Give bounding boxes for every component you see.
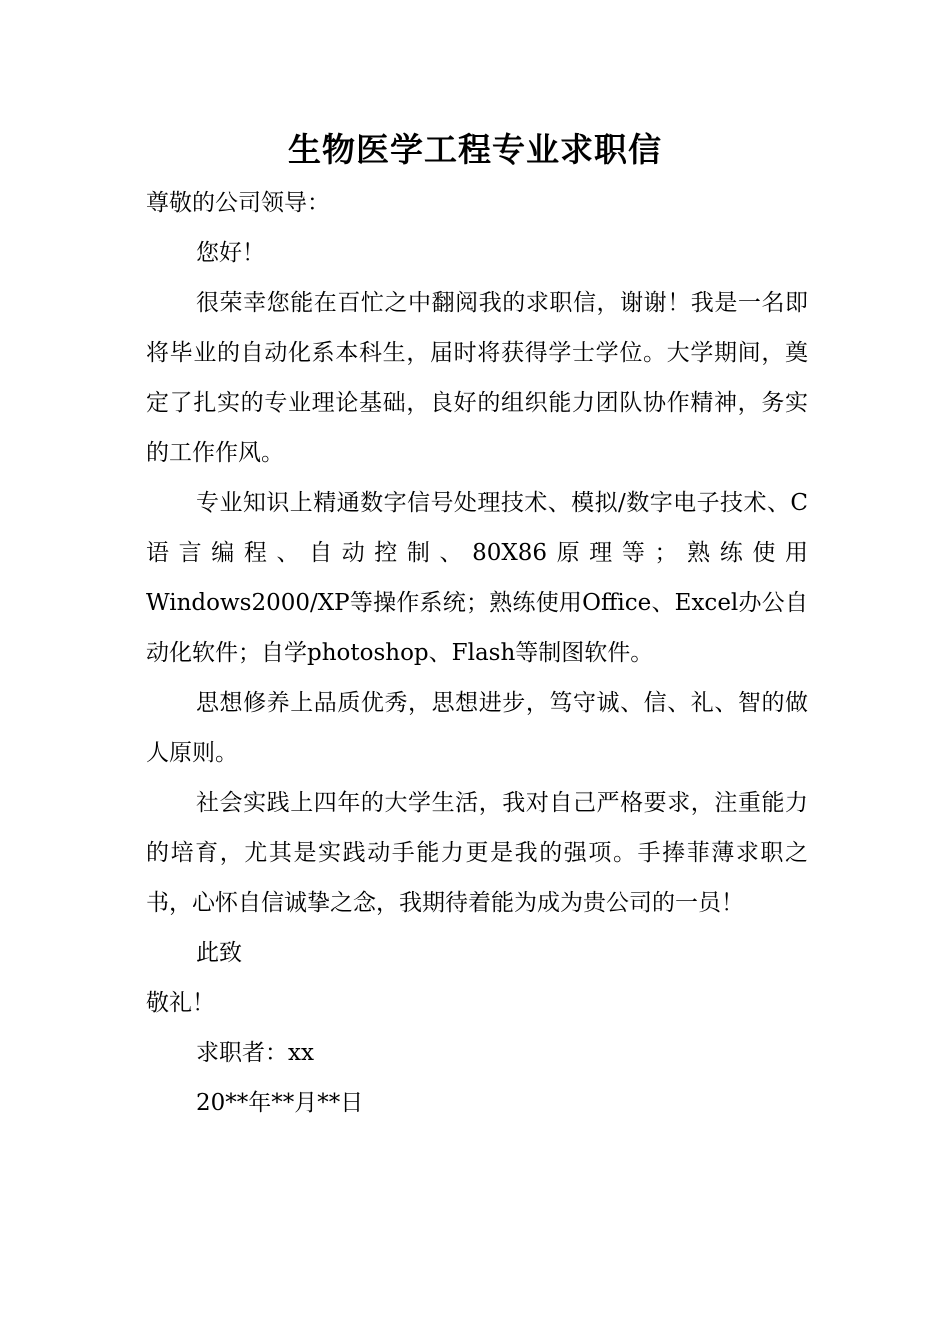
paragraph-skills: 专业知识上精通数字信号处理技术、模拟/数字电子技术、C语言编程、自动控制、80X86原理等；熟练使用Windows2000/XP等操作系统；熟练使用Office、Excel办公自动化软件；自学photoshop、Flash等制图软件。: [146, 490, 808, 666]
greeting: 您好！: [196, 240, 265, 266]
salutation: 尊敬的公司领导：: [146, 190, 330, 216]
paragraph-practice: 社会实践上四年的大学生活，我对自己严格要求，注重能力的培育，尤其是实践动手能力更是我的强项。手捧菲薄求职之书，心怀自信诚挚之念，我期待着能为成为贵公司的一员！: [146, 790, 808, 916]
paragraph-intro: 很荣幸您能在百忙之中翻阅我的求职信，谢谢！我是一名即将毕业的自动化系本科生，届时将获得学士学位。大学期间，奠定了扎实的专业理论基础，良好的组织能力团队协作精神，务实的工作作风。: [146, 290, 808, 466]
closing-line-1: 此致: [196, 940, 242, 966]
date: 20**年**月**日: [196, 1090, 364, 1116]
document-title: 生物医学工程专业求职信: [288, 130, 662, 169]
closing-line-2: 敬礼！: [146, 990, 215, 1016]
letter-body: [146, 178, 808, 1128]
signature: 求职者：xx: [196, 1040, 314, 1066]
paragraph-character: 思想修养上品质优秀，思想进步，笃守诚、信、礼、智的做人原则。: [146, 690, 808, 766]
